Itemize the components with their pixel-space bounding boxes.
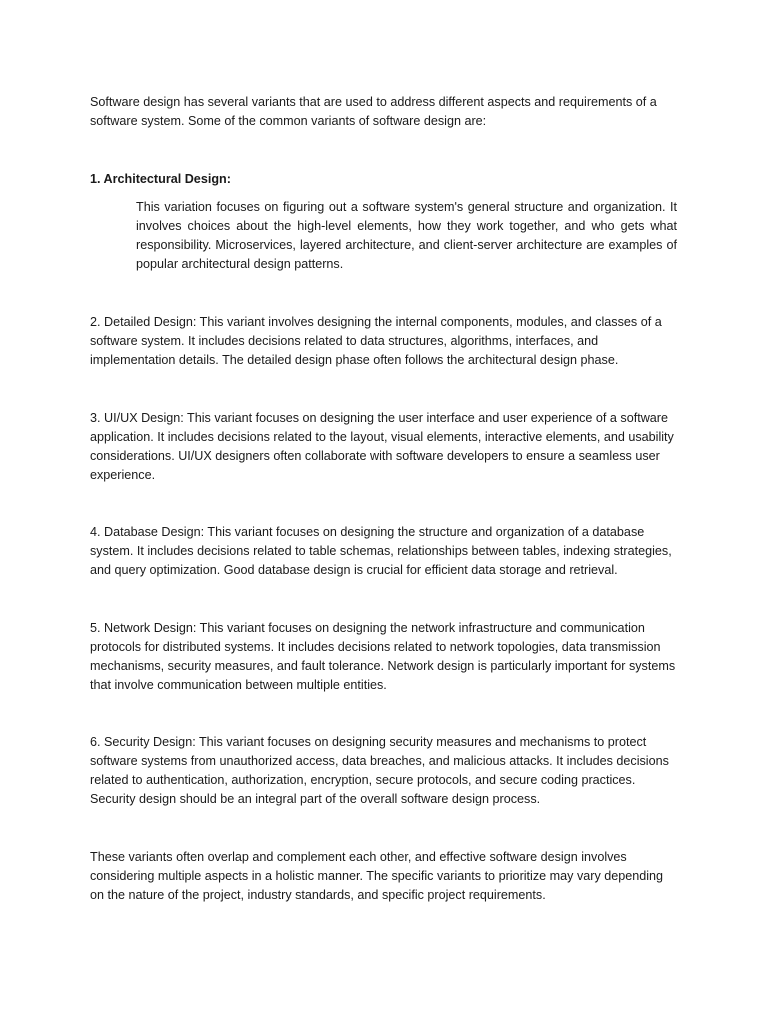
- architectural-design-paragraph: This variation focuses on figuring out a software system's general structure and organization. It involves choices about the high-level elements, how they work together, and who gets what responsibility. Microservices, layered architecture, and client-server architecture are examples of popular architectural design patterns.: [136, 200, 677, 271]
- intro-paragraph: Software design has several variants that are used to address different aspects and requirements of a software system. Some of the common variants of software design are:: [90, 95, 657, 128]
- database-design-paragraph: 4. Database Design: This variant focuses on designing the structure and organization of a database system. It includes decisions related to table schemas, relationships between tables, indexing strategies, and query optimization. Good database design is crucial for efficient data storage and retrieval.: [90, 525, 672, 577]
- detailed-design-paragraph: 2. Detailed Design: This variant involves designing the internal components, modules, and classes of a software system. It includes decisions related to data structures, algorithms, interfaces, and implementation details. The detailed design phase often follows the architectural design phase.: [90, 315, 662, 367]
- conclusion-paragraph: These variants often overlap and complement each other, and effective software design involves considering multiple aspects in a holistic manner. The specific variants to prioritize may vary depending on the nature of the project, industry standards, and specific project requirements.: [90, 850, 664, 902]
- security-design-paragraph: 6. Security Design: This variant focuses on designing security measures and mechanisms to protect software systems from unauthorized access, data breaches, and malicious attacks. It includes decisions related to authentication, authorization, encryption, secure protocols, and secure coding practices. Security design should be an integral part of the overall software design process.: [90, 735, 669, 806]
- network-design-paragraph: 5. Network Design: This variant focuses on designing the network infrastructure and communication protocols for distributed systems. It includes decisions related to network topologies, data transmission mechanisms, security measures, and fault tolerance. Network design is particularly important for systems that involve communication between multiple entities.: [90, 621, 676, 692]
- uiux-design-paragraph: 3. UI/UX Design: This variant focuses on designing the user interface and user experience of a software application. It includes decisions related to the layout, visual elements, interactive elements, and usability considerations. UI/UX designers often collaborate with software developers to ensure a seamless user experience.: [90, 411, 674, 482]
- architectural-design-heading: 1. Architectural Design:: [90, 172, 231, 186]
